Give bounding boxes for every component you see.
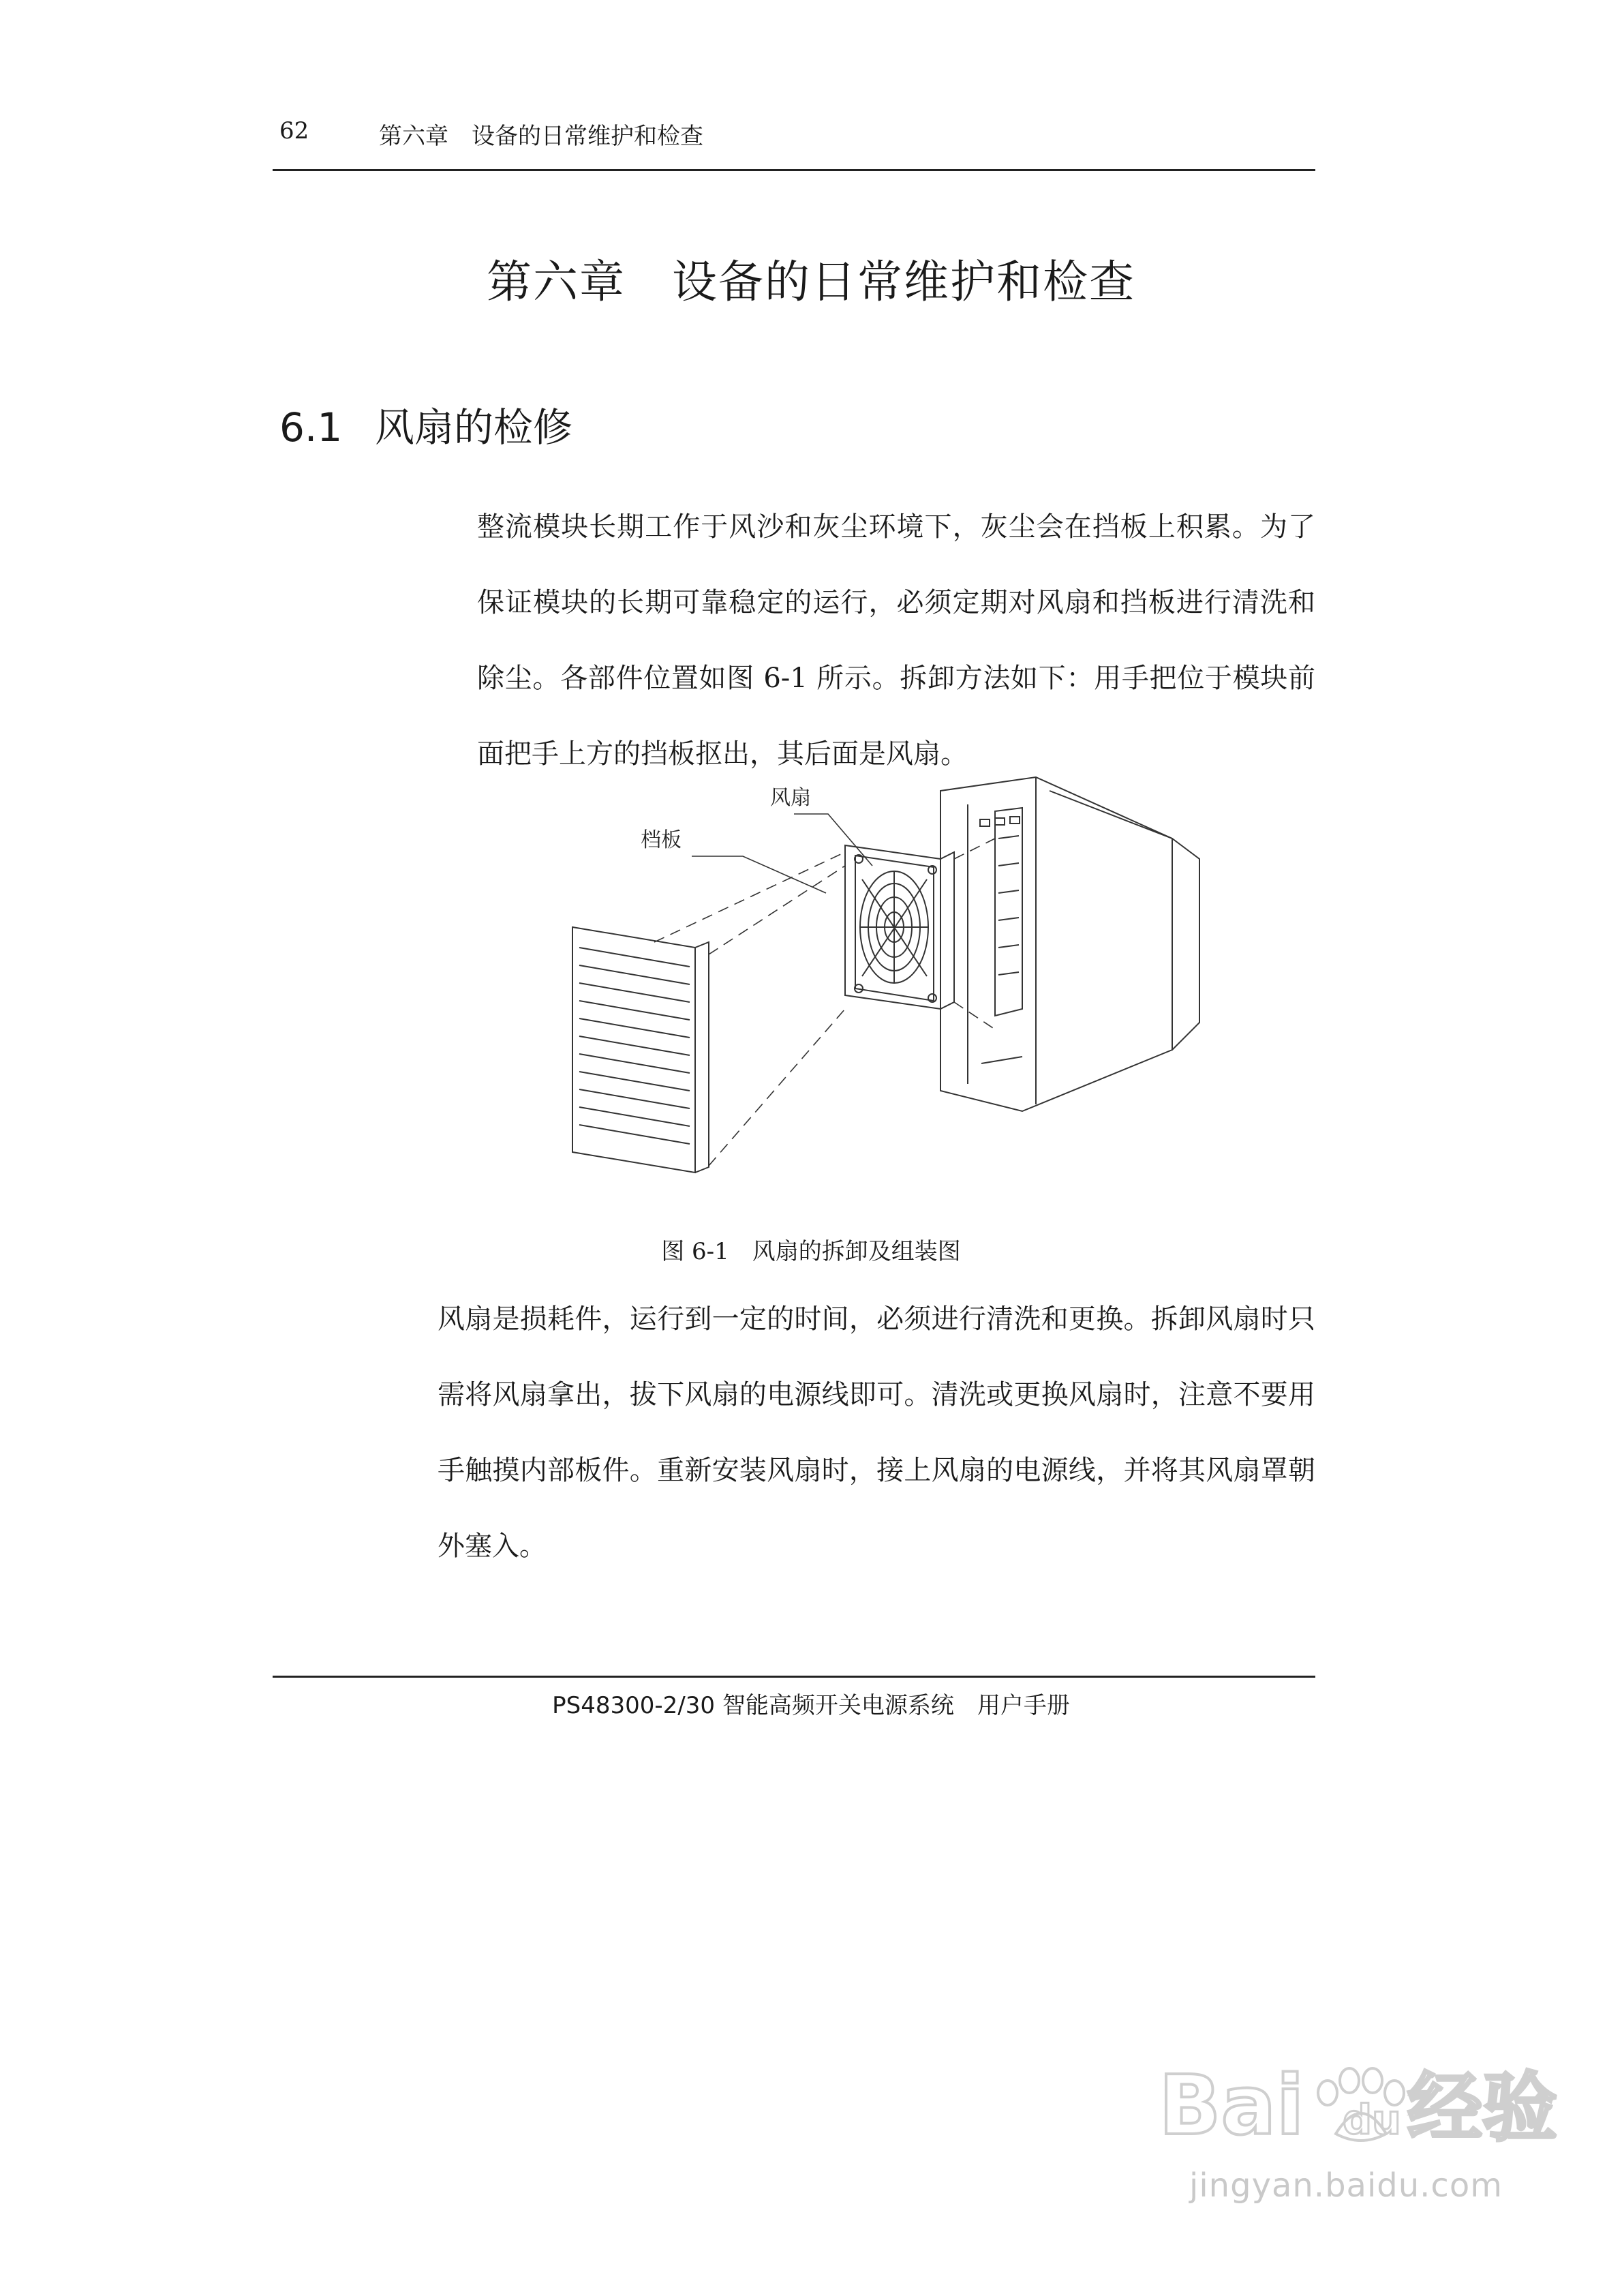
watermark-url: jingyan.baidu.com: [1189, 2166, 1503, 2205]
chapter-title: 第六章 设备的日常维护和检查: [487, 256, 1135, 308]
watermark-brand-du: du: [1343, 2096, 1401, 2144]
baidu-watermark-logo: [1145, 2045, 1588, 2154]
fan-illustration: [845, 845, 954, 1009]
baffle-label: 档板: [641, 828, 682, 852]
module-chassis-illustration: [940, 777, 1199, 1111]
footer-rule: [273, 1676, 1315, 1678]
paragraph-intro: 整流模块长期工作于风沙和灰尘环境下，灰尘会在挡板上积累。为了保证模块的长期可靠稳定的运行，必须定期对风扇和挡板进行清洗和除尘。各部件位置如图 6-1 所示。拆卸方法如下：用手把位于模块前面把手上方的挡板抠出，其后面是风扇。: [477, 511, 1315, 770]
header-rule: [273, 169, 1315, 171]
fan-label: 风扇: [770, 786, 811, 810]
watermark-service: 经验: [1407, 2064, 1557, 2151]
section-title: 风扇的检修: [375, 404, 573, 451]
baffle-illustration: [572, 927, 709, 1173]
section-heading: [279, 395, 572, 453]
paragraph-replacement: 风扇是损耗件，运行到一定的时间，必须进行清洗和更换。拆卸风扇时只需将风扇拿出，拔下风扇的电源线即可。清洗或更换风扇时，注意不要用手触摸内部板件。重新安装风扇时，接上风扇的电源线，并将其风扇罩朝外塞入。: [438, 1303, 1315, 1562]
fan-assembly-figure: [518, 764, 1227, 1200]
running-header: 第六章 设备的日常维护和检查: [379, 123, 703, 150]
figure-caption: 图 6-1 风扇的拆卸及组装图: [661, 1238, 961, 1265]
watermark-brand: Bai: [1159, 2059, 1304, 2154]
footer-title: 智能高频开关电源系统 用户手册: [715, 1692, 1070, 1719]
section-number: 6.1: [279, 404, 343, 451]
page-footer: [0, 1687, 1622, 1720]
page-number: 62: [279, 117, 309, 145]
footer-model: PS48300-2/30: [552, 1692, 716, 1719]
